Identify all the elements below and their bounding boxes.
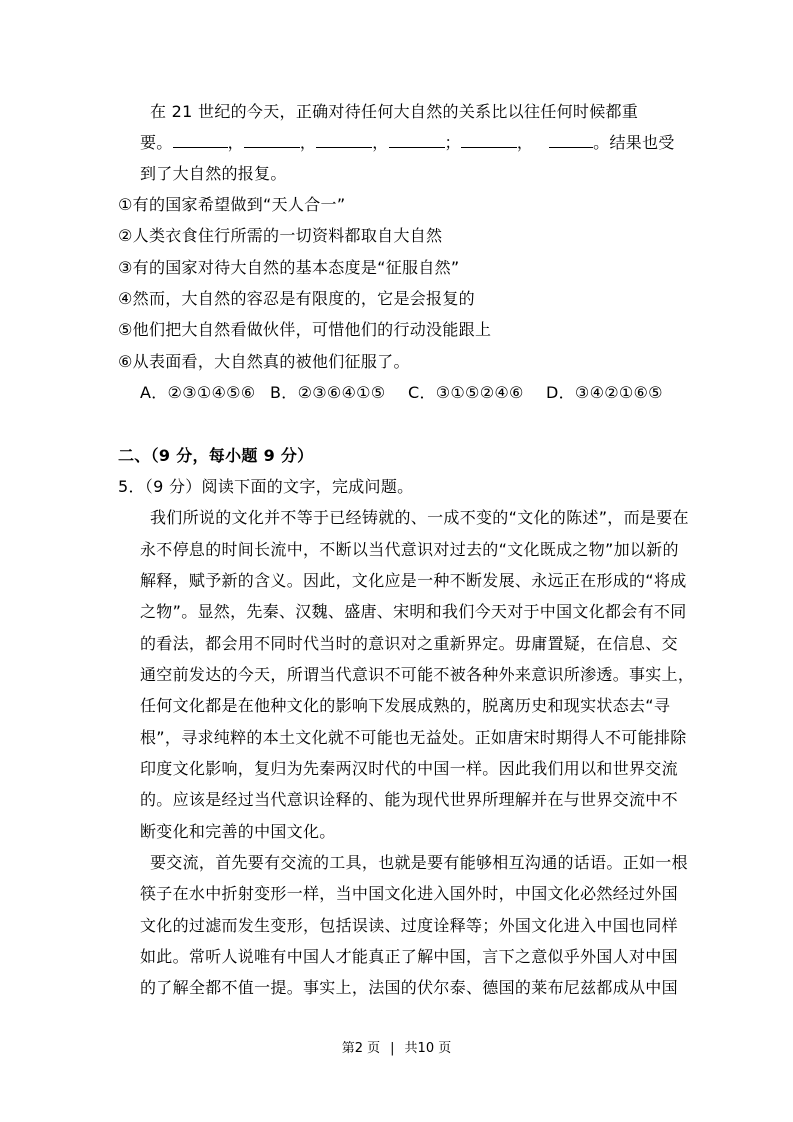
passage-line: 的了解全都不值一提。事实上，法国的伏尔泰、德国的莱布尼兹都成从中国 <box>140 978 678 997</box>
q4-item: ③有的国家对待大自然的基本态度是“征服自然” <box>118 258 460 277</box>
punct: ， <box>299 133 317 152</box>
q4-stem-line-2 <box>140 133 675 153</box>
passage-line: 筷子在水中折射变形一样，当中国文化进入国外时，中国文化必然经过外国 <box>140 884 678 903</box>
punct: ， <box>516 133 534 152</box>
passage-line: 解释，赋予新的含义。因此，文化应是一种不断发展、永远正在形成的“将成 <box>140 571 687 590</box>
passage-line: 印度文化影响，复归为先秦两汉时代的中国一样。因此我们用以和世界交流 <box>140 759 678 778</box>
q4-stem-end: 。结果也受 <box>593 133 675 152</box>
section-heading: 二、（9 分，每小题 9 分） <box>118 446 314 465</box>
fill-blank-4[interactable] <box>389 133 445 148</box>
option-b[interactable]: B．②③⑥④①⑤ <box>270 383 386 402</box>
q4-item: ①有的国家希望做到“天人合一” <box>118 195 346 214</box>
q4-stem-line-3: 到了大自然的报复。 <box>140 164 287 183</box>
fill-blank-6[interactable] <box>549 133 593 148</box>
option-c[interactable]: C．③①⑤②④⑥ <box>408 383 524 402</box>
q4-item: ④然而，大自然的容忍是有限度的，它是会报复的 <box>118 289 475 308</box>
q5-title: 5．（9 分）阅读下面的文字，完成问题。 <box>118 477 414 496</box>
punct: ， <box>372 133 389 152</box>
passage-line: 通空前发达的今天，所谓当代意识不可能不被各种外来意识所渗透。事实上， <box>140 665 695 684</box>
passage-line: 如此。常听人说唯有中国人才能真正了解中国，言下之意似乎外国人对中国 <box>140 947 678 966</box>
q4-item: ⑥从表面看，大自然真的被他们征服了。 <box>118 352 410 371</box>
q4-item: ⑤他们把大自然看做伙伴，可惜他们的行动没能跟上 <box>118 320 492 339</box>
fill-blank-1[interactable] <box>173 133 228 148</box>
passage-line: 文化的过滤而发生变形，包括误读、过度诠释等；外国文化进入中国也同样 <box>140 916 678 935</box>
passage-line: 的。应该是经过当代意识诠释的、能为现代世界所理解并在与世界交流中不 <box>140 790 678 809</box>
fill-blank-5[interactable] <box>461 133 517 148</box>
passage-line: 要交流，首先要有交流的工具，也就是要有能够相互沟通的话语。正如一根 <box>150 853 688 872</box>
passage-line: 之物”。显然，先秦、汉魏、盛唐、宋明和我们今天对于中国文化都会有不同 <box>140 602 687 621</box>
page-number: 第2 页 <box>341 1041 381 1056</box>
page-total: 共10 页 <box>404 1041 452 1056</box>
q4-options <box>140 383 663 403</box>
fill-blank-3[interactable] <box>316 133 372 148</box>
passage-line: 断变化和完善的中国文化。 <box>140 822 336 841</box>
option-a[interactable]: A．②③①④⑤⑥ <box>140 383 256 402</box>
q4-stem-line-1: 在 21 世纪的今天，正确对待任何大自然的关系比以往任何时候都重 <box>150 102 639 121</box>
q4-stem-start: 要。 <box>140 133 173 152</box>
fill-blank-2[interactable] <box>244 133 300 148</box>
passage-line: 的看法，都会用不同时代当时的意识对之重新界定。毋庸置疑，在信息、交 <box>140 634 678 653</box>
punct: ， <box>227 133 244 152</box>
page-footer <box>0 1040 793 1058</box>
passage-line: 我们所说的文化并不等于已经铸就的、一成不变的“文化的陈述”，而是要在 <box>150 508 689 527</box>
footer-separator: | <box>390 1041 395 1056</box>
q4-item: ②人类衣食住行所需的一切资料都取自大自然 <box>118 226 443 245</box>
passage-line: 根”，寻求纯粹的本土文化就不可能也无益处。正如唐宋时期得人不可能排除 <box>140 728 687 747</box>
option-d[interactable]: D．③④②①⑥⑤ <box>546 383 663 402</box>
passage-line: 任何文化都是在他种文化的影响下发展成熟的，脱离历史和现实状态去“寻 <box>140 696 671 715</box>
punct: ； <box>444 133 461 152</box>
passage-line: 永不停息的时间长流中，不断以当代意识对过去的“文化既成之物”加以新的 <box>140 540 679 559</box>
